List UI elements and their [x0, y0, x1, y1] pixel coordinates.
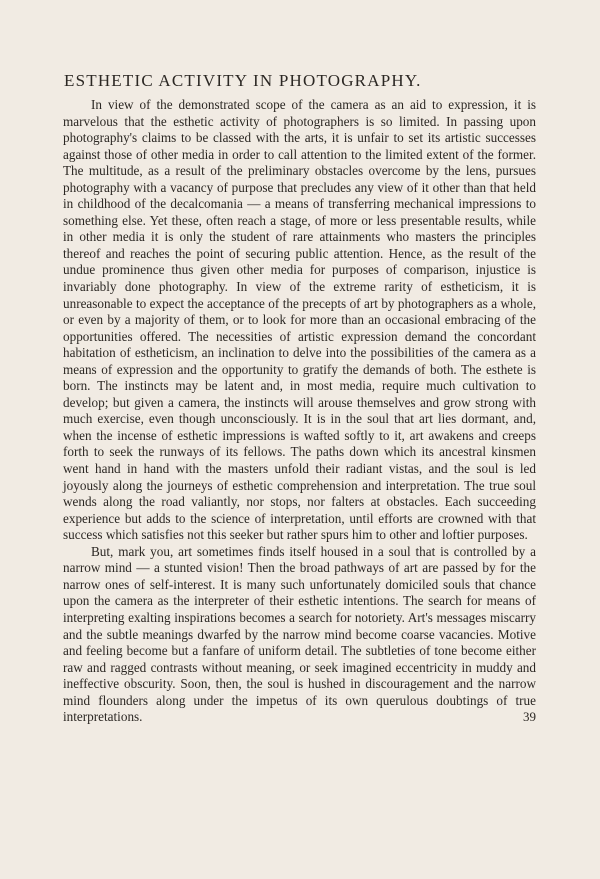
body-paragraph: In view of the demonstrated scope of the camera as an aid to expression, it is marvelous that the esthetic activity of photographers is so limited. In passing upon photography's claims to be classed with the arts, it is unfair to set its artistic successes against those of other media in order to call attention to the limited extent of the former. The multitude, as a result of the preliminary obstacles overcome by the lens, pursues photography with a vacancy of purpose that precludes any view of it other than that held in childhood of the decalcomania — a means of transferring mechanical impressions to something else. Yet these, often reach a stage, of more or less presentable results, while in other media it is only the student of rare attainments who masters the principles thereof and reaches the point of securing public attention. Hence, as the result of the undue prominence thus given other media for purposes of comparison, injustice is invariably done photography. In view of the extreme rarity of estheticism, it is unreasonable to expect the acceptance of the precepts of art by photographers as a whole, or even by a majority of them, or to look for more than an occasional embracing of the opportunities offered. The necessities of artistic expression demand the concordant habitation of estheticism, an inclination to delve into the possibilities of the camera as a means of expression and the opportunity to gratify the demands of both. The esthete is born. The instincts may be latent and, in most media, require much cultivation to develop; but given a camera, the instincts will arouse themselves and grow strong with much exercise, even though unconsciously. It is in the soul that art lies dormant, and, when the incense of esthetic impressions is wafted softly to it, art awakens and creeps forth to seek the runways of its fellows. The paths down which its ancestral kinsmen went hand in hand with the masters unfold their radiant vistas, and the soul is led joyously along the journeys of esthetic comprehension and interpretation. The true soul wends along the road valiantly, nor stops, nor falters at obstacles. Each succeeding experience but adds to the science of interpretation, until efforts are crowned with that success which satisfies not this seeker but rather spurs him to other and loftier purposes.	[63, 97, 536, 543]
article-body	[63, 97, 536, 726]
article-title: ESTHETIC ACTIVITY IN PHOTOGRAPHY.	[64, 71, 422, 90]
body-paragraph: But, mark you, art sometimes finds itself housed in a soul that is controlled by a narrow mind — a stunted vision! Then the broad pathways of art are passed by for the narrow ones of self-interest. It is many such unfortunately domiciled souls that chance upon the camera as the interpreter of their esthetic intentions. The search for means of interpreting exalting inspirations becomes a search for notoriety. Art's messages miscarry and the subtle meanings dwarfed by the narrow mind become coarse vacancies. Motive and feeling become but a fanfare of uniform detail. The subtleties of tone become either raw and ragged contrasts without meaning, or seek imagined eccentricity in muddy and ineffective obscurity. Soon, then, the soul is hushed in discouragement and the narrow mind flounders along under the impetus of its own querulous doubtings of true interpretations.	[63, 543, 536, 725]
page-number: 39	[523, 709, 536, 724]
